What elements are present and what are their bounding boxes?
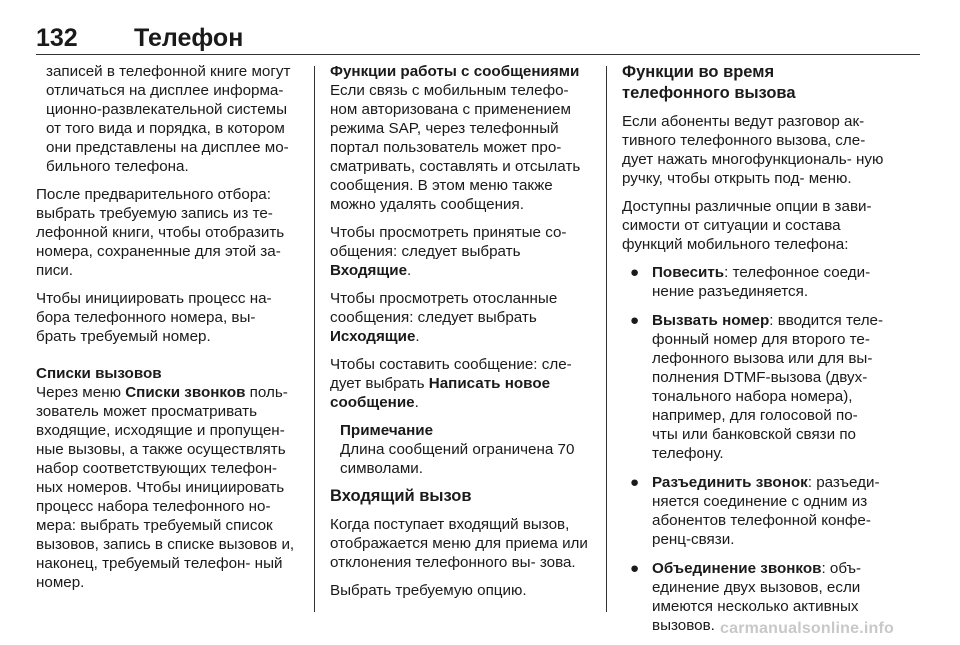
column-3	[622, 62, 884, 645]
paragraph-view-received: Чтобы просмотреть принятые со- общения: следует выбрать Входящие.	[330, 224, 567, 279]
menu-inbox: Входящие	[330, 262, 408, 279]
page-header	[36, 24, 920, 54]
options-list	[622, 263, 884, 635]
page-number: 132	[36, 24, 78, 52]
paragraph-messaging: Если связь с мобильным телефо- ном авторизована с применением режима SAP, через телефонный портал пользователь может про- сматривать, составлять и отсылать сообщения. В этом меню также можно удалять сообщения.	[330, 82, 581, 213]
paragraph-dial: Чтобы инициировать процесс на- бора телефонного номера, вы- брать требуемый номер.	[36, 290, 272, 345]
heading-incoming-call: Входящий вызов	[330, 487, 472, 505]
paragraph-submenu: Если абоненты ведут разговор ак- тивного телефонного вызова, сле- дует нажать многофункциональ- ную ручку, чтобы открыть под- меню.	[622, 113, 884, 187]
note-title: Примечание	[340, 422, 434, 439]
paragraph-preselection: После предварительного отбора: выбрать требуемую запись из те- лефонной книги, чтобы отобразить номера, сохраненные для этой за- писи.	[36, 186, 285, 279]
menu-new-message: Написать новое сообщение	[330, 375, 551, 411]
paragraph-compose: Чтобы составить сообщение: сле- дует выбрать Написать новое сообщение.	[330, 356, 572, 411]
note-block	[330, 421, 592, 478]
list-item: ● Повесить: телефонное соеди- нение разъединяется.	[630, 264, 871, 300]
heading-in-call-functions: Функции во время телефонного вызова	[622, 63, 796, 102]
bullet-icon: ●	[630, 474, 640, 491]
column-2	[330, 62, 592, 609]
menu-outbox: Исходящие	[330, 328, 416, 345]
bullet-icon: ●	[630, 560, 640, 577]
paragraph-call-lists: Через меню Списки звонков поль- зователь может просматривать входящие, исходящие и пропущен- ные вызовы, а также осуществлять набор соответствующих телефон- ных номеров. Чтобы инициировать процесс набора телефонного но- мера: выбрать требуемый список вызовов, запись в списке вызовов и, наконец, требуемый телефон- ный номер.	[36, 384, 295, 591]
paragraph-options: Доступны различные опции в зави- симости от ситуации и состава функций мобильного телефона:	[622, 198, 872, 253]
heading-call-lists: Списки вызовов	[36, 365, 162, 382]
header-divider	[36, 54, 920, 55]
list-item: ● Вызвать номер: вводится теле- фонный номер для второго те- лефонного вызова или для вы- полнения DTMF-вызова (двух- тонального набора номера), например, для голосовой по- чты или банковской связи по телефону.	[630, 312, 884, 462]
column-1	[36, 62, 298, 601]
paragraph-select-option: Выбрать требуемую опцию.	[330, 582, 527, 599]
menu-call-lists: Списки звонков	[125, 384, 246, 401]
note-text: Длина сообщений ограничена 70 символами.	[340, 441, 575, 477]
paragraph-phonebook-order: записей в телефонной книге могут отличаться на дисплее информа- ционно-развлекательной системы от того вида и порядка, в котором они представлены на дисплее мо- бильного телефона.	[46, 63, 291, 175]
column-divider-2	[606, 66, 607, 612]
heading-messaging: Функции работы с сообщениями	[330, 63, 580, 80]
column-divider-1	[314, 66, 315, 612]
bullet-icon: ●	[630, 264, 640, 281]
paragraph-view-sent: Чтобы просмотреть отосланные сообщения: следует выбрать Исходящие.	[330, 290, 558, 345]
list-item: ● Объединение звонков: объ- единение двух вызовов, если имеются несколько активных вызовов.	[630, 560, 862, 634]
page-title: Телефон	[134, 24, 244, 52]
watermark: carmanualsonline.info	[720, 620, 895, 637]
bullet-icon: ●	[630, 312, 640, 329]
paragraph-incoming-call: Когда поступает входящий вызов, отображается меню для приема или отклонения телефонного вы- зова.	[330, 516, 588, 571]
list-item: ● Разъединить звонок: разъеди- няется соединение с одним из абонентов телефонной конфе- ренц-связи.	[630, 474, 880, 548]
